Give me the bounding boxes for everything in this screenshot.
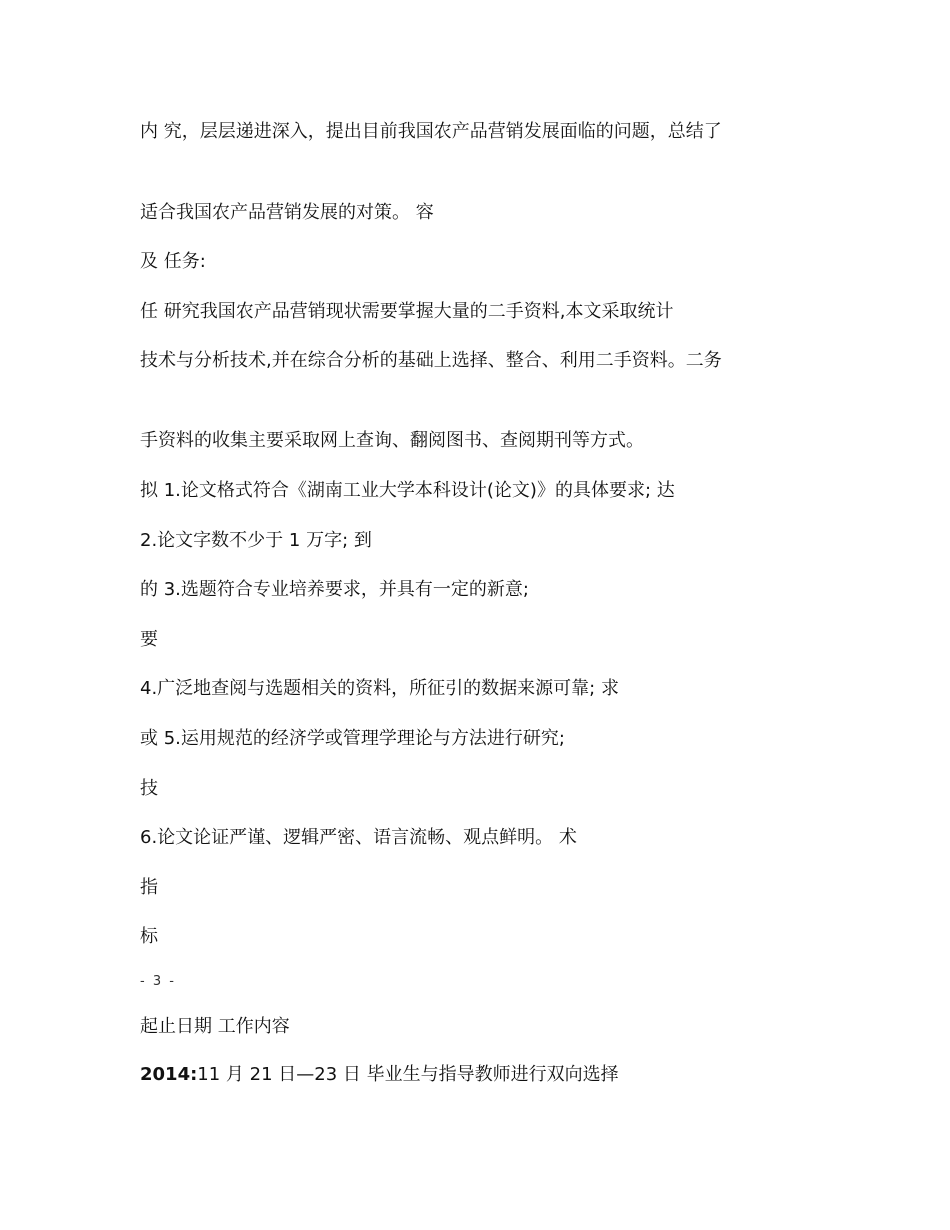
text-line-16: 标 xyxy=(140,926,158,947)
text-line-11: 4.广泛地查阅与选题相关的资料，所征引的数据来源可靠; 求 xyxy=(140,678,619,699)
text-line-13: 技 xyxy=(140,778,158,799)
schedule-row-1 xyxy=(140,1060,810,1090)
schedule-header: 起止日期 工作内容 xyxy=(140,1016,290,1037)
schedule-row-1-text: 11 月 21 日—23 日 毕业生与指导教师进行双向选择 xyxy=(197,1064,619,1085)
text-line-10: 要 xyxy=(140,629,158,650)
text-line-1: 内 究，层层递进深入，提出目前我国农产品营销发展面临的问题，总结了 xyxy=(140,121,722,142)
text-line-14: 6.论文论证严谨、逻辑严密、语言流畅、观点鲜明。 术 xyxy=(140,827,577,848)
text-line-15: 指 xyxy=(140,877,158,898)
text-line-4: 任 研究我国农产品营销现状需要掌握大量的二手资料,本文采取统计 xyxy=(140,301,674,322)
text-line-7: 拟 1.论文格式符合《湖南工业大学本科设计(论文)》的具体要求; 达 xyxy=(140,480,675,501)
text-line-9: 的 3.选题符合专业培养要求，并具有一定的新意; xyxy=(140,579,529,600)
text-line-2: 适合我国农产品营销发展的对策。 容 xyxy=(140,202,434,223)
text-line-3: 及 任务: xyxy=(140,251,206,272)
text-line-5: 技术与分析技术,并在综合分析的基础上选择、整合、利用二手资料。二务 xyxy=(140,350,722,371)
text-line-12: 或 5.运用规范的经济学或管理学理论与方法进行研究; xyxy=(140,728,565,749)
schedule-row-1-year: 2014: xyxy=(140,1064,198,1085)
text-line-6: 手资料的收集主要采取网上查询、翻阅图书、查阅期刊等方式。 xyxy=(140,430,644,451)
text-line-8: 2.论文字数不少于 1 万字; 到 xyxy=(140,530,372,551)
page-number: - 3 - xyxy=(140,974,176,989)
